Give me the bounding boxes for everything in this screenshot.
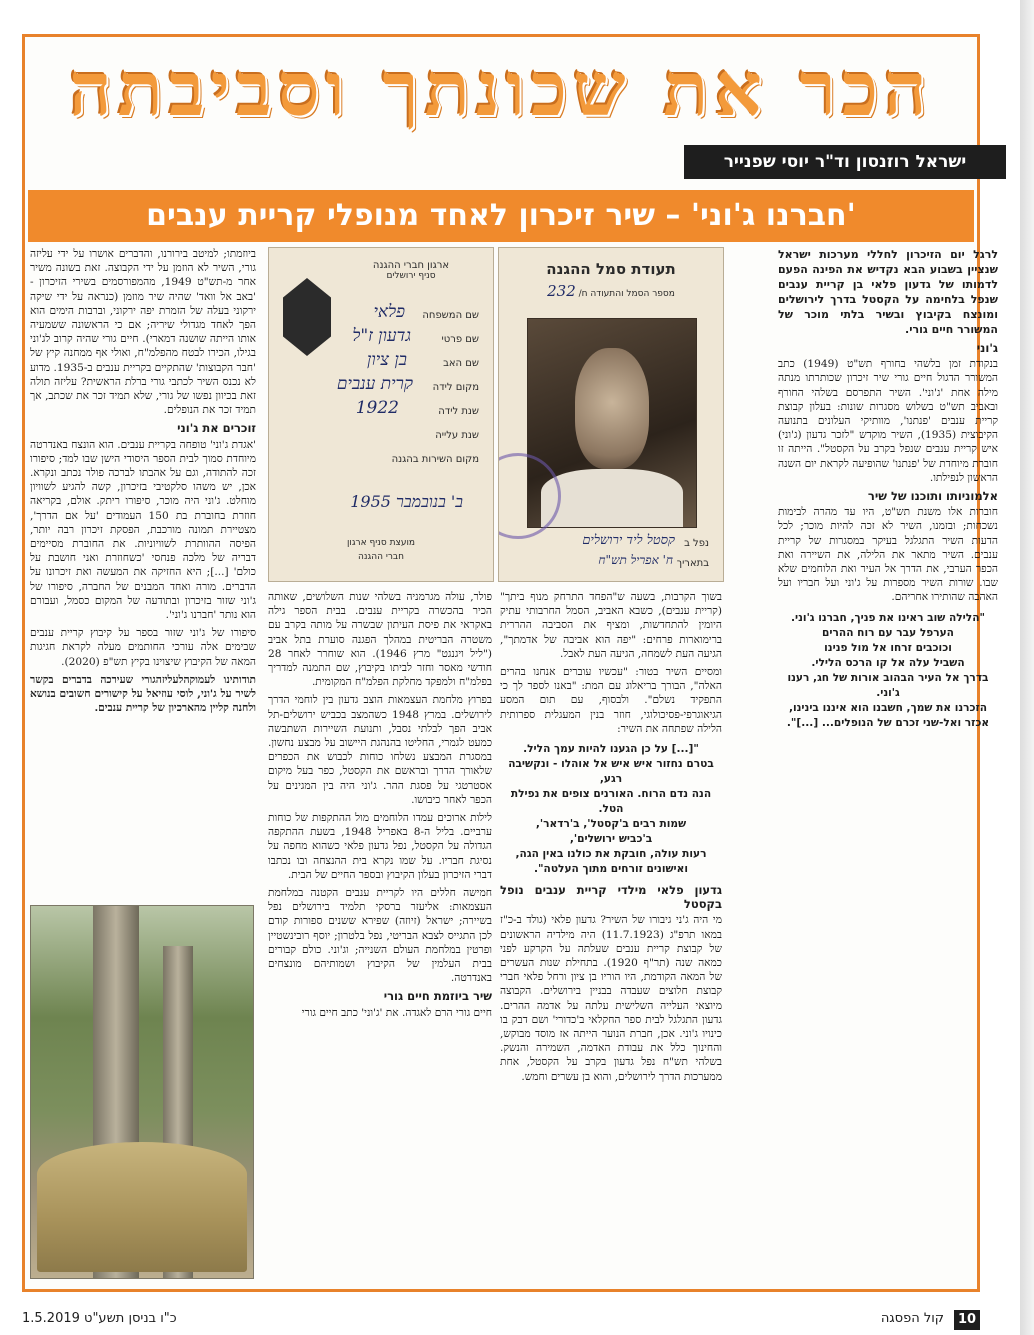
acknowledgements: תודותינו לעמוקהלעליזהגורי שעירכה בדברים בקשר לשיר על ג'וני, לוסי עוזיאל על קישורים חשובים בנושא ולחנה קליין מהארכיון של קריית ענבים. bbox=[30, 673, 256, 715]
column-left bbox=[30, 247, 256, 899]
label-birth-year: שנת לידה bbox=[438, 406, 479, 417]
value-first-name: גדעון ז"ל bbox=[352, 326, 411, 346]
poem-line: הערפל עבר עם רוח ההרים bbox=[822, 626, 954, 639]
paragraph: ביוזמתו; למיטב בירורנו, והדברים אושרו על ידי עליזה גורי, השיר לא הוזמן על ידי הקבוצה. זאת בשונה משיר אחר מ-תש"ט 1949, מהמפורסמים בשירי הזיכרון - 'באב אל וואד' שהיה שיר מוזמן (כנראה על ידי שיקה ירקוני בעלה של הזמרת יפה ירקוני, וברבות הימים הוא הפך לאחד מגדולי שיריה; אם כי הראשונה ששמעיה אותו הייתה שושנה דמארי). חיים גורי שהיה קרוב לג'וני בגילו, הכירו לבטח מהפלמ"ח, ואולי אף ממחנה קיץ של 'חבר הקבוצות' שהתקיים בקריית ענבים ב-1935. מדוע לא נכנס השיר לכתבי גורי ברלת הראשית? עליזה תולה זאת בכיוון נפשו של גורי, שלא תמיד זכר את שכתב, אך תמיד זכר את הנופלים. bbox=[30, 248, 256, 417]
paragraph: ומסיים השיר בטור: "עכשיו עוברים אנחנו בהרים האלה", הבורך בריאלוג עם המת: "באנו לספר לך כי התפקיד נשלם". ולבסוף, עם תום המסע הגיאוגרפי-פסיכולוגי, חוזר בנין המעגלית ספרותית הלילה שפתחה את השיר: bbox=[500, 666, 722, 735]
paragraph: חמישה חללים היו לקריית ענבים הקטנה במלחמת העצמאות: אליעזר ברסקי תלמיד בירושלים נפל בשיירה; ישראל (זיוזה) שפירא ששנים ספורות קודם לכן התגייס לצבא הבריטי, נפל בלטרון; יוסף רובינשטיין ופרטין במלחמת העולם השנייה; וג'וני. כולם קבורים בבית העלמין של הקיבוץ ושמותיהם מונצחים באנדרטה. bbox=[268, 887, 492, 985]
subheading-gouri-initiative: שיר ביוזמת חיים גורי bbox=[383, 989, 492, 1004]
value-birth-year: 1922 bbox=[355, 398, 399, 418]
certificate-title: תעודת סמל ההגנה bbox=[546, 260, 676, 278]
label-first-name: שם פרטי bbox=[441, 334, 479, 345]
article-lead: לרגל יום הזיכרון לחללי מערכות ישראל שנציין בשבוע הבא נקדיש את הפינה הפעם לדמותו של גדעון פלאי בן קריית ענבים שנפל בלחימה על הקסטל בדרך לירושלים ומונצח בקיבוץ ובשיר בלתי מוכר של המשורר חיים גורי. bbox=[778, 248, 998, 336]
poem-line: ואישונים זורחים מתוך העלטה". bbox=[534, 863, 688, 876]
paragraph: מי היה ג'ני גיבורו של השיר? גדעון פלאי (גולד ב-כ"ז במאו תרפ"ג (11.7.1923) היה מילדיה הראשונים של קבוצת קריית ענבים שעלתה על הקרקע לפני כמאה שנה (תר"ף 1920). בתחילת שנות העשרים של המאה הקודמת, היו הוריו בן ציון ורחל פלאי חברי קבוצת חלוצים שעבדה בבניין בירושלים. הקבוצה מיוצאי העלייה השלישית עלתה על אדמה ההרים. גדעון התגלגל לבית ספר החקלאי ב'כדורי' ושם דבק בו כינויו ג'וני. אכן, חברת הנוער הייתה אז מוסד מבוקש, והחינוך כלל את עבודת האדמה, השמירה והנשק. בשלהי תש"ח נפל גדעון בקרב על הקסטל, אחת ממערכות הדרך לירושלים, והוא בן עשרים וחמש. bbox=[500, 914, 722, 1083]
paragraph: בשוך הקרבות, בשעה ש"הפחד התרחק מנוף ביתך" (קריית ענבים), כשבא האביב, הסמל החרבותי עתיק היומין להתחדשות, ומציף את הסביבה ההררית ברימוארות פרחים: "יפה הוא אביבה של אדמתך", הגיעה העת לשמחה, הגיעה העת לאבל. bbox=[500, 591, 722, 660]
poem-line: השביל עלה אל קו הרכס הלילי. bbox=[811, 656, 965, 669]
poem-excerpt-2 bbox=[500, 742, 722, 877]
paragraph: בנקודת זמן בלשהי בחורף תש"ט (1949) כתב המשורר הדגול חיים גורי שיר זיכרון שכותרתו מנתה מילה אחת 'ג'וני'. השיר התפרסם בשלהי החורף ובאביב תש"ט בשלוש מסגרות שונות: בעלון קבוצת קריית ענבים 'פנתנו', מוותיקי העלונים בתנועה הקיבוצית (1935), השיר מוקדש "לזכר גדעון (ג'וני) איש קריית ענבים שנפל בקרב על הקסטל". הייתה זו חוברת מיוחדת של 'פנתנו' שהופיעה לקראת יום השנה הראשון לנפילתו. bbox=[778, 358, 998, 484]
date-label: בתאריך bbox=[676, 558, 709, 569]
paragraph: סיפורו של ג'וני שזור בספר על קיבוץ קריית ענבים שבימים אלה עורכי החותמים מעלה לקראת חגיגות המאה של הקיבוץ שיצוינו בקיץ תש"פ (2020). bbox=[30, 627, 256, 668]
author-byline: ישראל רוזנסון וד"ר יוסי שפנייר bbox=[684, 145, 1006, 179]
poem-line: שמות רבים ב'קסטל', ב'רדאר', bbox=[535, 818, 687, 831]
haganah-emblem bbox=[283, 278, 331, 356]
value-father-name: בן ציון bbox=[367, 350, 407, 370]
paragraph: פולר, עולה מגרמניה בשלהי שנות השלושים, שאותה הכיר בהכשרה בקריית ענבים. בבית הספר גילה באקראי את פיסת העיתון שבשרה על מותה בקרב עם משטרה הבריטית במהלך הפגנה סוערת בתל אביב ("ליל ויגנגט" מרץ 1946). הוא שוחרר לאחר 28 חודשי מאסר וחזר לביתו בקיבוץ, שם התמנה למדריך בפלמ"ח ולמפקד מחלקת הפלמ"ח המקומית. bbox=[268, 591, 492, 689]
issue-date: כ"ו בניסן תשע"ט 1.5.2019 bbox=[22, 1311, 177, 1326]
value-birthplace: קרית ענבים bbox=[336, 374, 413, 394]
page-footer bbox=[0, 1300, 1034, 1335]
haganah-members-card bbox=[268, 247, 494, 582]
publication-name: קול הפסגה bbox=[880, 1311, 944, 1326]
subheading-gideon-falls: גדעון פלאי מילדי קריית ענבים נופל בקסטל bbox=[500, 883, 722, 912]
paragraph: חיים גורי הרם לאגדה. את 'ג'וני' כתב חיים גורי bbox=[301, 1006, 492, 1019]
fallen-date-handwritten: ח' אפריל תש"ח bbox=[598, 553, 673, 567]
poem-line: "הלילה שוב ראינו את פניך, חברנו ג'וני. bbox=[790, 611, 985, 624]
label-family-name: שם המשפחה bbox=[422, 310, 479, 321]
poem-excerpt-1 bbox=[778, 611, 998, 731]
paragraph: בפרוץ מלחמת העצמאות הוצב גדעון בין לוחמי הדרך לירושלים. במרץ 1948 כשהמצב בכביש ירושלים-תל אביב הפך לבלתי נסבל, ותנועת השיירות השתבשה כמעט לגמרי, החליטו בהנהגת היישוב על מבצע נחשון. במסגרת המבצע נשלחו כוחות לכבוש את הכפרים שלאורך הדרך ובראשם את הקסטל, כפר בעל מיקום אסטרטגי על פסגת ההר. ג'וני היה בין המגינים על הכפר לאחר כיבושו. bbox=[268, 694, 492, 806]
poem-line: רעות עולה, חובקת את כולנו באין הגה, bbox=[515, 848, 707, 861]
label-father-name: שם האב bbox=[443, 358, 479, 369]
poem-line: וכוכבים זרחו אל מול פנינו bbox=[824, 641, 952, 654]
org-branch: סניף ירושלים bbox=[386, 271, 436, 281]
fallen-place-handwritten: קסטל ליד ירושלים bbox=[582, 533, 675, 548]
poem-line: בדרך אל העיר הבהוב אורות של חג, רענו ג'וני. bbox=[787, 671, 989, 699]
paragraph: לילות ארוכים עמדו הלוחמים מול ההתקפות של כוחות ערביים. בליל ה-8 באפריל 1948, בשעת ההתקפה הגדולה על הקסטל, נפל גדעון פלאי כשהוא מחפה על נסיגת חבריו. על שמו נקרא בית ההנצחה ובו נכתבו דברי הזיכרון בעלון הקיבוץ ובספר החיים של הבית. bbox=[268, 812, 492, 881]
subheading-remembering-johnny: זוכרים את ג'וני bbox=[177, 421, 256, 436]
page-number: 10 bbox=[954, 1310, 980, 1330]
certificate-number: 232 bbox=[547, 282, 576, 300]
label-service-place: מקום השירות בהגנה bbox=[391, 454, 479, 465]
poem-line: אכזר ואל-שני זכרם של הנופלים... [...]". bbox=[786, 716, 990, 729]
label-birthplace: מקום לידה bbox=[432, 382, 479, 393]
memorial-tree-photo bbox=[30, 905, 254, 1279]
council-footer-2: חברי ההגנה bbox=[358, 552, 404, 562]
haganah-certificate bbox=[498, 247, 724, 582]
column-right bbox=[778, 247, 998, 1292]
memorial-monument bbox=[37, 1142, 247, 1272]
subheading-johnny: ג'וני bbox=[976, 341, 998, 355]
poem-line: ב'כביש ירושלים', bbox=[569, 833, 653, 846]
portrait-shirt bbox=[541, 469, 682, 527]
org-name: ארגון חברי ההגנה bbox=[372, 260, 450, 271]
issue-date-handwritten: ב' בנובמבר 1955 bbox=[350, 492, 463, 511]
label-aliya-year: שנת עלייה bbox=[435, 430, 479, 441]
subheading-anonymity: אלמוניותו ותוכנו של שיר bbox=[867, 489, 998, 504]
section-title-band bbox=[28, 40, 974, 140]
portrait-face bbox=[575, 348, 649, 469]
certificate-subtitle bbox=[499, 282, 723, 300]
poem-line: הנה נדם הרוח. האורנים צופים את נפילת הטל. bbox=[510, 788, 712, 816]
poem-line: "[...] על כן הגענו להיות עמך הליל. bbox=[523, 743, 699, 756]
section-title: הכר את שכונתך וסביבתה bbox=[69, 47, 933, 133]
council-footer-1: מועצת סניף ארגון bbox=[346, 538, 416, 548]
column-mid-right bbox=[500, 590, 722, 1290]
poem-line: הזכרנו את שמך, חשבנו הוא איננו בינינו, bbox=[788, 701, 988, 714]
poem-line: בטרם נחזור איש איש אל אוהלו - ונקשיבה רגע, bbox=[508, 758, 714, 786]
page-edge-shadow bbox=[1020, 0, 1034, 1335]
paragraph: 'אגדת ג'וני' טופחה בקריית ענבים. הוא הונצח באנדרטה מיוחדת סמוך לבית הספר היסודי הישן שבו למד; סיפורו זכה להתודה, וגם על אהבתו לברכה פולר נכתב ונקרא. אכן, יש משהו סלקטיבי בזיכרון, קשה להגיע לשוויון מוחלט. ג'וני היה מוכר, סיפורו ריתק. אולם, בקריאה חוזרת בחוברת בת 150 העמודים 'על אם הדרך', מצטיירת תמונה מורכבת, הפסקת זיכרון רבה יותר, הפיסה ההוותרת לשוויוניות. את החוברת מסיימים דבריה של מלכה פנחסי 'כשחוזרת ואני חושבת על כולם' [...]; היא החזיקה את המעשה ואת זיכרונו על הדברים. מורה ואחד המבנים של החברה, סיפורו של ג'וני שזור בזיכרון ובתודעה של המקום כסמל, ועבורם הוא נותר 'חברנו ג'וני'. bbox=[30, 438, 256, 622]
column-mid-left bbox=[268, 590, 492, 1290]
article-headline: 'חברנו ג'וני' – שיר זיכרון לאחד מנופלי קריית ענבים bbox=[28, 190, 974, 242]
fallen-label: נפל ב bbox=[684, 538, 709, 549]
certificate-subtitle-text: מספר הסמל והתעודה ח/ bbox=[578, 289, 675, 299]
paragraph: חוברות אלו משנת תש"ט, היו עד מהרה לבימות נשכחות; ובזמנו, השיר לא זכה להיות מוכר; לכל הדעות השיר התגלגל בעיקר במסגרות של קריית ענבים. השיר מתאר את הלילה, את השיירה ואת הכפר הערבי, את הדרך אל העיר ואת הלוחמים שלא שבו. שורות השיר מספרות על ג'וני ועל חבריו ועל האהבה שהותירו אחריהם. bbox=[778, 506, 998, 604]
value-family-name: פלאי bbox=[373, 302, 405, 322]
